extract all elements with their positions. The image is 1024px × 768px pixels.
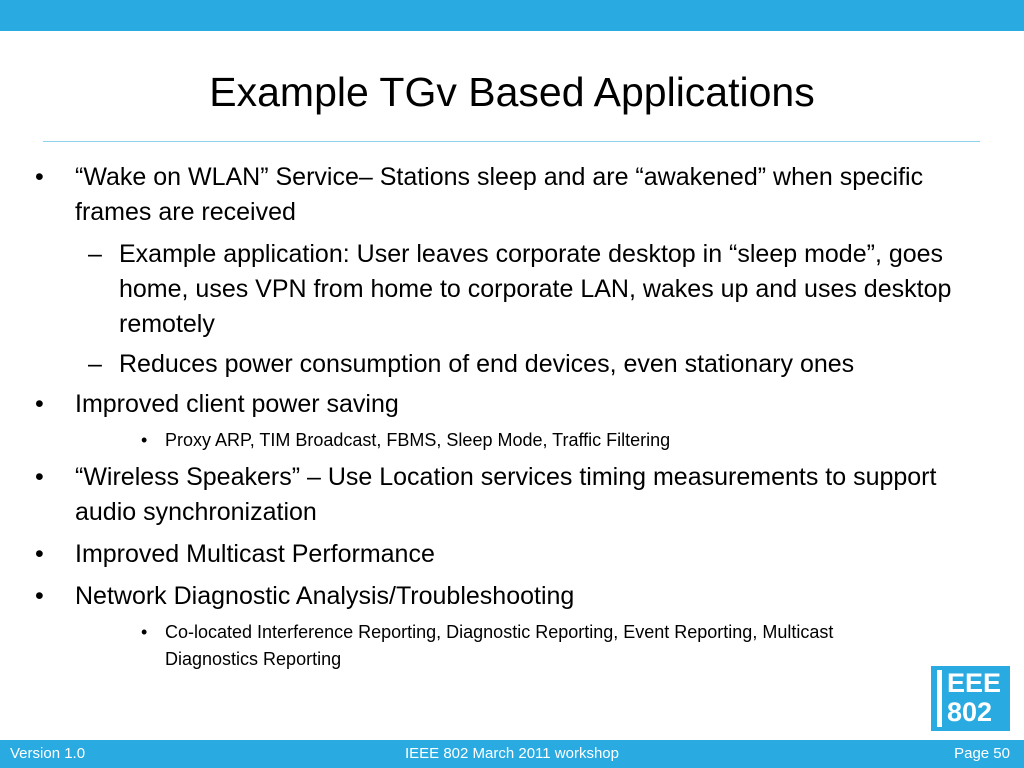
logo-text-top: EEE [947, 668, 1002, 698]
sub-bullet-item [0, 347, 1024, 382]
top-accent-bar [0, 0, 1024, 31]
bullet-item [0, 160, 1024, 230]
sub-bullet-item [0, 237, 1024, 342]
logo-bar [937, 670, 942, 727]
bullet-marker: • [35, 163, 44, 191]
slide-title: Example TGv Based Applications [209, 69, 815, 115]
small-bullet-marker: • [141, 430, 148, 450]
detail-bullet-item [0, 619, 1024, 673]
bullet-text: Network Diagnostic Analysis/Troubleshooting [75, 582, 575, 610]
bullet-marker: • [35, 540, 44, 568]
footer-bar [0, 740, 1024, 768]
dash-marker: – [88, 350, 102, 378]
detail-bullet-text: Proxy ARP, TIM Broadcast, FBMS, Sleep Mode, Traffic Filtering [165, 430, 671, 450]
bullet-item [0, 537, 1024, 572]
sub-bullet-text: Example application: User leaves corporate desktop in “sleep mode”, goes home, uses VPN from home to corporate LAN, wakes up and uses desktop remotely [119, 240, 952, 338]
bullet-marker: • [35, 582, 44, 610]
footer-event: IEEE 802 March 2011 workshop [404, 745, 619, 762]
bullet-text: Improved client power saving [75, 390, 399, 418]
bullet-text: “Wake on WLAN” Service– Stations sleep and are “awakened” when specific frames are received [75, 163, 924, 226]
bullet-item [0, 579, 1024, 614]
footer-page-number: Page 50 [954, 745, 1010, 762]
sub-bullet-text: Reduces power consumption of end devices, even stationary ones [119, 350, 855, 378]
ieee-802-logo [931, 666, 1010, 731]
bullet-text: “Wireless Speakers” – Use Location services timing measurements to support audio synchronization [75, 463, 937, 526]
dash-marker: – [88, 240, 102, 268]
detail-bullet-text: Co-located Interference Reporting, Diagnostic Reporting, Event Reporting, Multicast Diagnostics Reporting [165, 622, 834, 669]
bullet-item [0, 387, 1024, 422]
bullet-text: Improved Multicast Performance [75, 540, 435, 568]
footer-version: Version 1.0 [10, 745, 86, 762]
small-bullet-marker: • [141, 622, 148, 642]
bullet-marker: • [35, 463, 44, 491]
bullet-marker: • [35, 390, 44, 418]
bullet-item [0, 460, 1024, 530]
bullet-list [0, 160, 1024, 679]
logo-text-bottom: 802 [947, 697, 993, 727]
title-divider [43, 141, 980, 142]
detail-bullet-item [0, 427, 1024, 454]
